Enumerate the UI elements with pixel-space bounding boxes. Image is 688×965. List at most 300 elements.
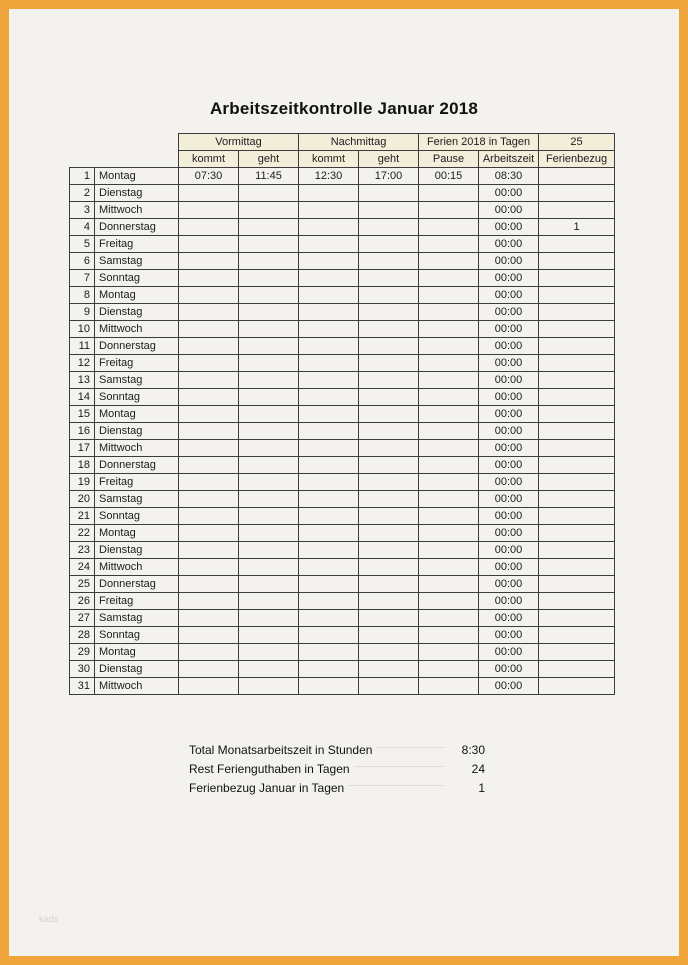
ferienbezug-cell	[539, 270, 615, 287]
vormittag-kommt-cell	[179, 236, 239, 253]
vormittag-geht-cell	[239, 576, 299, 593]
vormittag-geht-cell	[239, 185, 299, 202]
arbeitszeit-cell: 00:00	[479, 185, 539, 202]
pause-cell	[419, 559, 479, 576]
nachmittag-kommt-cell	[299, 355, 359, 372]
nachmittag-geht-cell	[359, 202, 419, 219]
nachmittag-geht-cell	[359, 321, 419, 338]
nachmittag-geht-cell	[359, 338, 419, 355]
vormittag-geht-cell	[239, 304, 299, 321]
table-row	[70, 236, 615, 253]
nachmittag-geht-cell	[359, 287, 419, 304]
pause-cell	[419, 542, 479, 559]
pause-cell	[419, 202, 479, 219]
vormittag-kommt-cell	[179, 423, 239, 440]
arbeitszeit-cell: 00:00	[479, 253, 539, 270]
row-number-cell: 25	[70, 576, 95, 593]
ferienbezug-cell	[539, 287, 615, 304]
pause-cell	[419, 270, 479, 287]
arbeitszeit-cell: 00:00	[479, 559, 539, 576]
table-header	[70, 134, 615, 168]
arbeitszeit-cell: 00:00	[479, 406, 539, 423]
vormittag-kommt-cell	[179, 525, 239, 542]
pause-cell	[419, 185, 479, 202]
table-body	[70, 168, 615, 695]
ferienbezug-cell	[539, 678, 615, 695]
nachmittag-kommt-cell	[299, 576, 359, 593]
pause-cell	[419, 219, 479, 236]
arbeitszeit-cell: 00:00	[479, 338, 539, 355]
nachmittag-geht-cell	[359, 253, 419, 270]
pause-cell	[419, 644, 479, 661]
arbeitszeit-cell: 00:00	[479, 678, 539, 695]
nachmittag-kommt-cell	[299, 270, 359, 287]
pause-cell	[419, 525, 479, 542]
nachmittag-kommt-cell	[299, 610, 359, 627]
table-row	[70, 559, 615, 576]
arbeitszeit-cell: 08:30	[479, 168, 539, 185]
table-row	[70, 406, 615, 423]
arbeitszeit-cell: 00:00	[479, 389, 539, 406]
nachmittag-geht-cell	[359, 542, 419, 559]
nachmittag-kommt-cell	[299, 304, 359, 321]
day-name-cell: Mittwoch	[95, 559, 179, 576]
table-row	[70, 202, 615, 219]
vormittag-geht-cell	[239, 525, 299, 542]
row-number-cell: 16	[70, 423, 95, 440]
pause-cell	[419, 389, 479, 406]
nachmittag-geht-cell	[359, 423, 419, 440]
ferienbezug-cell	[539, 355, 615, 372]
day-name-cell: Sonntag	[95, 389, 179, 406]
nachmittag-kommt-cell	[299, 338, 359, 355]
pause-cell	[419, 355, 479, 372]
day-name-cell: Mittwoch	[95, 321, 179, 338]
nachmittag-geht-cell	[359, 355, 419, 372]
nachmittag-kommt-cell	[299, 525, 359, 542]
arbeitszeit-cell: 00:00	[479, 440, 539, 457]
table-row	[70, 474, 615, 491]
row-number-cell: 27	[70, 610, 95, 627]
table-row	[70, 508, 615, 525]
pause-cell	[419, 576, 479, 593]
nachmittag-kommt-cell	[299, 491, 359, 508]
nachmittag-geht-cell	[359, 219, 419, 236]
column-header-nachmittag-geht: geht	[359, 151, 419, 168]
vormittag-kommt-cell	[179, 304, 239, 321]
group-header-row	[70, 134, 615, 151]
day-name-cell: Mittwoch	[95, 440, 179, 457]
column-header-arbeitszeit: Arbeitszeit	[479, 151, 539, 168]
nachmittag-kommt-cell	[299, 457, 359, 474]
vormittag-kommt-cell	[179, 678, 239, 695]
nachmittag-kommt-cell	[299, 253, 359, 270]
summary-leader	[377, 747, 444, 748]
day-name-cell: Samstag	[95, 610, 179, 627]
nachmittag-kommt-cell	[299, 406, 359, 423]
row-number-cell: 29	[70, 644, 95, 661]
vormittag-kommt-cell	[179, 355, 239, 372]
nachmittag-kommt-cell	[299, 678, 359, 695]
vormittag-kommt-cell	[179, 389, 239, 406]
pause-cell	[419, 321, 479, 338]
table-row	[70, 678, 615, 695]
nachmittag-kommt-cell	[299, 644, 359, 661]
vormittag-geht-cell	[239, 406, 299, 423]
table-row	[70, 593, 615, 610]
table-row	[70, 440, 615, 457]
vormittag-kommt-cell: 07:30	[179, 168, 239, 185]
nachmittag-geht-cell	[359, 627, 419, 644]
nachmittag-kommt-cell: 12:30	[299, 168, 359, 185]
arbeitszeit-cell: 00:00	[479, 661, 539, 678]
ferienbezug-cell	[539, 627, 615, 644]
ferienbezug-cell	[539, 253, 615, 270]
nachmittag-kommt-cell	[299, 627, 359, 644]
vormittag-geht-cell: 11:45	[239, 168, 299, 185]
ferienbezug-cell	[539, 440, 615, 457]
watermark: kads	[39, 914, 59, 924]
vormittag-kommt-cell	[179, 491, 239, 508]
arbeitszeit-cell: 00:00	[479, 576, 539, 593]
ferienbezug-cell	[539, 559, 615, 576]
day-name-cell: Freitag	[95, 474, 179, 491]
table-row	[70, 525, 615, 542]
nachmittag-kommt-cell	[299, 389, 359, 406]
row-number-cell: 20	[70, 491, 95, 508]
row-number-cell: 28	[70, 627, 95, 644]
vormittag-kommt-cell	[179, 474, 239, 491]
nachmittag-geht-cell	[359, 406, 419, 423]
day-name-cell: Montag	[95, 406, 179, 423]
day-name-cell: Sonntag	[95, 508, 179, 525]
nachmittag-geht-cell	[359, 270, 419, 287]
nachmittag-geht-cell	[359, 304, 419, 321]
arbeitszeit-cell: 00:00	[479, 423, 539, 440]
table-row	[70, 389, 615, 406]
day-name-cell: Dienstag	[95, 185, 179, 202]
arbeitszeit-cell: 00:00	[479, 525, 539, 542]
pause-cell	[419, 627, 479, 644]
nachmittag-kommt-cell	[299, 287, 359, 304]
arbeitszeit-cell: 00:00	[479, 644, 539, 661]
vormittag-geht-cell	[239, 423, 299, 440]
table-row	[70, 168, 615, 185]
pause-cell	[419, 423, 479, 440]
vormittag-geht-cell	[239, 593, 299, 610]
vormittag-kommt-cell	[179, 321, 239, 338]
nachmittag-geht-cell	[359, 525, 419, 542]
row-number-cell: 6	[70, 253, 95, 270]
ferienbezug-cell	[539, 457, 615, 474]
row-number-cell: 21	[70, 508, 95, 525]
day-name-cell: Sonntag	[95, 270, 179, 287]
ferienbezug-cell	[539, 593, 615, 610]
pause-cell	[419, 338, 479, 355]
vormittag-kommt-cell	[179, 644, 239, 661]
pause-cell	[419, 661, 479, 678]
arbeitszeit-cell: 00:00	[479, 474, 539, 491]
vormittag-kommt-cell	[179, 440, 239, 457]
day-name-cell: Donnerstag	[95, 457, 179, 474]
nachmittag-kommt-cell	[299, 321, 359, 338]
day-name-cell: Samstag	[95, 491, 179, 508]
arbeitszeit-cell: 00:00	[479, 287, 539, 304]
column-header-ferienbezug: Ferienbezug	[539, 151, 615, 168]
pause-cell	[419, 610, 479, 627]
vormittag-kommt-cell	[179, 185, 239, 202]
pause-cell	[419, 406, 479, 423]
row-number-cell: 17	[70, 440, 95, 457]
day-name-cell: Dienstag	[95, 542, 179, 559]
ferienbezug-cell	[539, 491, 615, 508]
nachmittag-geht-cell	[359, 185, 419, 202]
vormittag-kommt-cell	[179, 542, 239, 559]
pause-cell	[419, 593, 479, 610]
vormittag-geht-cell	[239, 372, 299, 389]
nachmittag-geht-cell	[359, 610, 419, 627]
day-name-cell: Donnerstag	[95, 338, 179, 355]
day-name-cell: Dienstag	[95, 304, 179, 321]
vormittag-kommt-cell	[179, 406, 239, 423]
arbeitszeit-cell: 00:00	[479, 542, 539, 559]
nachmittag-geht-cell	[359, 576, 419, 593]
table-row	[70, 185, 615, 202]
summary-value: 8:30	[461, 742, 485, 757]
nachmittag-geht-cell	[359, 474, 419, 491]
arbeitszeit-cell: 00:00	[479, 321, 539, 338]
arbeitszeit-cell: 00:00	[479, 491, 539, 508]
table-row	[70, 270, 615, 287]
arbeitszeit-cell: 00:00	[479, 508, 539, 525]
table-row	[70, 219, 615, 236]
vormittag-geht-cell	[239, 678, 299, 695]
ferienbezug-cell	[539, 185, 615, 202]
table-row	[70, 491, 615, 508]
nachmittag-kommt-cell	[299, 593, 359, 610]
row-number-cell: 22	[70, 525, 95, 542]
ferienbezug-cell	[539, 372, 615, 389]
nachmittag-kommt-cell	[299, 219, 359, 236]
day-name-cell: Freitag	[95, 355, 179, 372]
pause-cell	[419, 457, 479, 474]
vormittag-kommt-cell	[179, 253, 239, 270]
summary-row-rest-ferien	[189, 759, 485, 778]
arbeitszeit-cell: 00:00	[479, 457, 539, 474]
row-number-cell: 30	[70, 661, 95, 678]
table-row	[70, 576, 615, 593]
header-spacer	[70, 134, 179, 151]
vormittag-geht-cell	[239, 627, 299, 644]
vormittag-kommt-cell	[179, 661, 239, 678]
vormittag-kommt-cell	[179, 457, 239, 474]
pause-cell	[419, 372, 479, 389]
table-row	[70, 253, 615, 270]
pause-cell	[419, 474, 479, 491]
row-number-cell: 5	[70, 236, 95, 253]
timesheet-table	[69, 133, 615, 695]
vormittag-kommt-cell	[179, 202, 239, 219]
row-number-cell: 19	[70, 474, 95, 491]
pause-cell	[419, 287, 479, 304]
nachmittag-geht-cell	[359, 236, 419, 253]
table-row	[70, 321, 615, 338]
ferienbezug-cell	[539, 508, 615, 525]
vormittag-geht-cell	[239, 270, 299, 287]
nachmittag-kommt-cell	[299, 236, 359, 253]
table-row	[70, 457, 615, 474]
vormittag-geht-cell	[239, 491, 299, 508]
column-header-vormittag-geht: geht	[239, 151, 299, 168]
vormittag-geht-cell	[239, 440, 299, 457]
vormittag-geht-cell	[239, 321, 299, 338]
pause-cell: 00:15	[419, 168, 479, 185]
nachmittag-geht-cell	[359, 389, 419, 406]
day-name-cell: Mittwoch	[95, 678, 179, 695]
nachmittag-geht-cell	[359, 457, 419, 474]
day-name-cell: Donnerstag	[95, 576, 179, 593]
arbeitszeit-cell: 00:00	[479, 610, 539, 627]
nachmittag-kommt-cell	[299, 372, 359, 389]
summary-label: Total Monatsarbeitszeit in Stunden	[189, 742, 373, 757]
day-name-cell: Donnerstag	[95, 219, 179, 236]
pause-cell	[419, 678, 479, 695]
day-name-cell: Dienstag	[95, 661, 179, 678]
vormittag-geht-cell	[239, 389, 299, 406]
arbeitszeit-cell: 00:00	[479, 270, 539, 287]
nachmittag-geht-cell	[359, 593, 419, 610]
table-row	[70, 423, 615, 440]
arbeitszeit-cell: 00:00	[479, 219, 539, 236]
ferienbezug-cell	[539, 406, 615, 423]
row-number-cell: 4	[70, 219, 95, 236]
vormittag-geht-cell	[239, 559, 299, 576]
vormittag-geht-cell	[239, 542, 299, 559]
vormittag-kommt-cell	[179, 559, 239, 576]
vormittag-geht-cell	[239, 474, 299, 491]
row-number-cell: 8	[70, 287, 95, 304]
nachmittag-kommt-cell	[299, 542, 359, 559]
ferienbezug-cell	[539, 576, 615, 593]
column-header-row	[70, 151, 615, 168]
table-row	[70, 644, 615, 661]
vormittag-kommt-cell	[179, 508, 239, 525]
nachmittag-kommt-cell	[299, 559, 359, 576]
table-row	[70, 287, 615, 304]
row-number-cell: 24	[70, 559, 95, 576]
table-row	[70, 372, 615, 389]
table-row	[70, 661, 615, 678]
day-name-cell: Montag	[95, 287, 179, 304]
row-number-cell: 2	[70, 185, 95, 202]
nachmittag-geht-cell	[359, 372, 419, 389]
vormittag-kommt-cell	[179, 338, 239, 355]
nachmittag-kommt-cell	[299, 508, 359, 525]
nachmittag-geht-cell	[359, 678, 419, 695]
day-name-cell: Samstag	[95, 253, 179, 270]
vormittag-geht-cell	[239, 610, 299, 627]
header-nachmittag: Nachmittag	[299, 134, 419, 151]
pause-cell	[419, 440, 479, 457]
summary-leader	[349, 785, 444, 786]
row-number-cell: 9	[70, 304, 95, 321]
vormittag-kommt-cell	[179, 287, 239, 304]
ferienbezug-cell	[539, 610, 615, 627]
row-number-cell: 1	[70, 168, 95, 185]
vormittag-kommt-cell	[179, 627, 239, 644]
summary-label: Ferienbezug Januar in Tagen	[189, 780, 345, 795]
pause-cell	[419, 253, 479, 270]
vormittag-geht-cell	[239, 355, 299, 372]
row-number-cell: 15	[70, 406, 95, 423]
ferienbezug-cell	[539, 338, 615, 355]
nachmittag-geht-cell	[359, 491, 419, 508]
summary-leader	[355, 766, 444, 767]
ferienbezug-cell	[539, 202, 615, 219]
day-name-cell: Sonntag	[95, 627, 179, 644]
day-name-cell: Montag	[95, 644, 179, 661]
vormittag-kommt-cell	[179, 610, 239, 627]
column-header-vormittag-kommt: kommt	[179, 151, 239, 168]
pause-cell	[419, 508, 479, 525]
nachmittag-kommt-cell	[299, 185, 359, 202]
vormittag-kommt-cell	[179, 593, 239, 610]
table-row	[70, 627, 615, 644]
vormittag-geht-cell	[239, 287, 299, 304]
day-name-cell: Mittwoch	[95, 202, 179, 219]
arbeitszeit-cell: 00:00	[479, 627, 539, 644]
row-number-cell: 11	[70, 338, 95, 355]
summary-row-ferienbezug	[189, 778, 485, 797]
vormittag-geht-cell	[239, 457, 299, 474]
summary-value: 24	[471, 761, 485, 776]
pause-cell	[419, 304, 479, 321]
summary-value: 1	[478, 780, 485, 795]
row-number-cell: 10	[70, 321, 95, 338]
ferienbezug-cell: 1	[539, 219, 615, 236]
nachmittag-kommt-cell	[299, 423, 359, 440]
day-name-cell: Montag	[95, 168, 179, 185]
nachmittag-geht-cell	[359, 661, 419, 678]
vormittag-kommt-cell	[179, 576, 239, 593]
vormittag-kommt-cell	[179, 372, 239, 389]
vormittag-geht-cell	[239, 644, 299, 661]
day-name-cell: Samstag	[95, 372, 179, 389]
row-number-cell: 14	[70, 389, 95, 406]
nachmittag-kommt-cell	[299, 202, 359, 219]
arbeitszeit-cell: 00:00	[479, 593, 539, 610]
nachmittag-geht-cell	[359, 440, 419, 457]
ferienbezug-cell	[539, 644, 615, 661]
arbeitszeit-cell: 00:00	[479, 355, 539, 372]
day-name-cell: Dienstag	[95, 423, 179, 440]
table-row	[70, 304, 615, 321]
pause-cell	[419, 491, 479, 508]
arbeitszeit-cell: 00:00	[479, 236, 539, 253]
summary-row-total	[189, 740, 485, 759]
summary-section	[189, 740, 485, 797]
row-number-cell: 31	[70, 678, 95, 695]
column-header-nachmittag-kommt: kommt	[299, 151, 359, 168]
ferienbezug-cell	[539, 236, 615, 253]
vormittag-geht-cell	[239, 253, 299, 270]
vormittag-geht-cell	[239, 202, 299, 219]
ferienbezug-cell	[539, 321, 615, 338]
day-name-cell: Freitag	[95, 236, 179, 253]
row-number-cell: 26	[70, 593, 95, 610]
arbeitszeit-cell: 00:00	[479, 372, 539, 389]
ferienbezug-cell	[539, 474, 615, 491]
